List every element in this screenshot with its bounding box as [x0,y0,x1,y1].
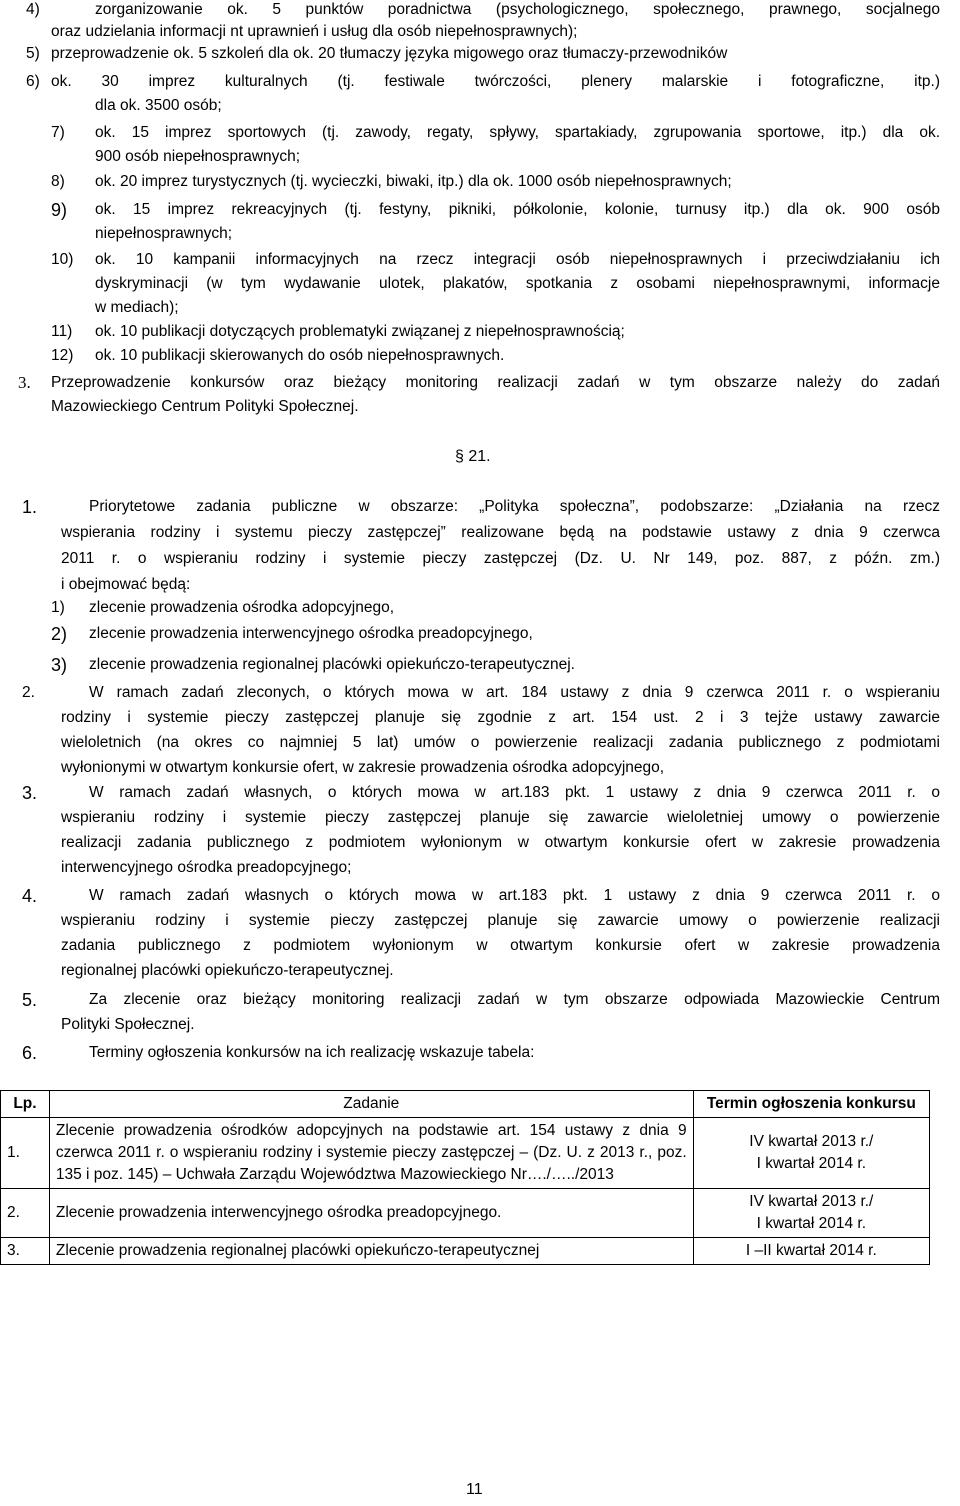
section-item-text: wspieraniu rodziny i systemie pieczy zastępczej planuje się zawarcie wieloletniej umowy o powierzenie [61,809,940,826]
section-item-text: wieloletnich (na okres co najmniej 5 lat) umów o powierzenie realizacji zadania publicznego z podmiotami [61,734,940,751]
list-item-number: 9) [51,200,68,220]
section-item-text: interwencyjnego ośrodka preadopcyjnego; [61,859,352,876]
sub-item-number: 1) [51,599,65,616]
term-line: IV kwartał 2013 r./ [749,1133,874,1150]
sub-item-number: 2) [51,624,68,644]
list-item-text: zorganizowanie ok. 5 punktów poradnictwa (psychologicznego, społecznego, prawnego, socjalnego [95,1,940,18]
point-text: Przeprowadzenie konkursów oraz bieżący monitoring realizacji zadań w tym obszarze należy do zadań [51,374,940,391]
list-item-number: 7) [51,124,65,141]
section-item-text: Terminy ogłoszenia konkursów na ich realizację wskazuje tabela: [89,1044,535,1061]
list-item-number: 5) [26,45,40,62]
point-number: 3. [18,373,31,392]
list-item-text: dla ok. 3500 osób; [95,97,222,114]
list-item-text: ok. 15 imprez sportowych (tj. zawody, regaty, spływy, spartakiady, zgrupowania sportowe, itp.) dla ok. [95,124,940,141]
list-item-text: ok. 30 imprez kulturalnych (tj. festiwale twórczości, plenery malarskie i fotograficzne, itp.) [51,73,940,90]
cell-task: Zlecenie prowadzenia ośrodków adopcyjnych na podstawie art. 154 ustawy z dnia 9 czerwca 2011 r. o wspieraniu rodziny i systemie pieczy zastępczej – (Dz. U. z 2013 r., poz. 135 i poz. 145) – Uchwała Zarządu Województwa Mazowieckiego Nr…./…../2013 [49,1118,693,1189]
section-item-text: W ramach zadań zleconych, o których mowa w art. 184 ustawy z dnia 9 czerwca 2011 r. o wspieraniu [89,684,940,701]
list-item-text: przeprowadzenie ok. 5 szkoleń dla ok. 20 tłumaczy języka migowego oraz tłumaczy-przewodników [51,45,728,62]
list-item-text: ok. 10 publikacji dotyczących problematyki związanej z niepełnosprawnością; [95,323,625,340]
sub-item-text: zlecenie prowadzenia regionalnej placówki opiekuńczo-terapeutycznej. [89,656,575,673]
term-line: IV kwartał 2013 r./ [749,1193,874,1210]
section-item-text: Polityki Społecznej. [61,1016,195,1033]
section-item-text: W ramach zadań własnych, o których mowa w art.183 pkt. 1 ustawy z dnia 9 czerwca 2011 r. o [89,784,940,801]
list-item-text: ok. 15 imprez rekreacyjnych (tj. festyny, pikniki, półkolonie, kolonie, turnusy itp.) dla ok. 900 osób [95,201,940,218]
cell-lp: 2. [1,1189,50,1238]
section-item-number: 2. [22,684,35,701]
list-item-number: 4) [26,1,40,18]
list-item-number: 10) [51,251,74,268]
section-item-text: Za zlecenie oraz bieżący monitoring realizacji zadań w tym obszarze odpowiada Mazowieckie Centrum [89,991,940,1008]
sub-item-number: 3) [51,655,68,675]
section-item-number: 4. [22,886,38,906]
section-heading: § 21. [455,448,491,465]
sub-item-text: zlecenie prowadzenia interwencyjnego ośrodka preadopcyjnego, [89,625,533,642]
section-item-number: 3. [22,783,38,803]
section-item-text: wspierania rodziny i systemu pieczy zastępczej” realizowane będą na podstawie ustawy z dnia 9 czerwca [61,524,940,541]
section-item-text: regionalnej placówki opiekuńczo-terapeutycznej. [61,962,394,979]
header-task: Zadanie [49,1091,693,1118]
term-line: I –II kwartał 2014 r. [745,1242,877,1259]
list-item-text: dyskryminacji (w tym wydawanie ulotek, plakatów, spotkania z osobami niepełnosprawnymi, informacje [95,275,940,292]
section-item-text: wyłonionymi w otwartym konkursie ofert, w zakresie prowadzenia ośrodka adopcyjnego, [61,759,665,776]
page-number: 11 [466,1481,483,1498]
cell-term [693,1238,929,1265]
cell-task: Zlecenie prowadzenia regionalnej placówki opiekuńczo-terapeutycznej [49,1238,693,1265]
table-row [1,1189,930,1238]
section-item-text: W ramach zadań własnych o których mowa w art.183 pkt. 1 ustawy z dnia 9 czerwca 2011 r. o [89,887,940,904]
cell-task: Zlecenie prowadzenia interwencyjnego ośrodka preadopcyjnego. [49,1189,693,1238]
point-text: Mazowieckiego Centrum Polityki Społecznej. [51,398,359,415]
list-item-text: ok. 10 kampanii informacyjnych na rzecz integracji osób niepełnosprawnych i przeciwdziałaniu ich [95,251,940,268]
list-item-text: 900 osób niepełnosprawnych; [95,148,301,165]
header-lp: Lp. [1,1091,50,1118]
cell-term [693,1118,929,1189]
list-item-number: 12) [51,347,74,364]
competition-schedule-table [0,1090,930,1265]
cell-term [693,1189,929,1238]
sub-item-text: zlecenie prowadzenia ośrodka adopcyjnego, [89,599,395,616]
section-item-text: rodziny i systemie pieczy zastępczej planuje się zgodnie z art. 154 ust. 2 i 3 tejże ustawy zawarcie [61,709,940,726]
section-item-number: 5. [22,990,38,1010]
table-row [1,1118,930,1189]
section-item-text: Priorytetowe zadania publiczne w obszarze: „Polityka społeczna”, podobszarze: „Działania na rzecz [89,498,940,515]
term-line: I kwartał 2014 r. [756,1155,867,1172]
section-item-text: zadania publicznego z podmiotem wyłonionym w otwartym konkursie ofert w zakresie prowadzenia [61,937,940,954]
section-item-number: 6. [22,1043,38,1063]
section-item-text: wspieraniu rodziny i systemie pieczy zastępczej planuje się zawarcie umowy o powierzenie realizacji [61,912,940,929]
table-header-row [1,1091,930,1118]
list-item-text: oraz udzielania informacji nt uprawnień i usług dla osób niepełnosprawnych); [51,23,578,40]
list-item-text: w mediach); [95,299,179,316]
section-item-text: i obejmować będą: [61,576,191,593]
list-item-text: ok. 10 publikacji skierowanych do osób niepełnosprawnych. [95,347,505,364]
list-item-number: 6) [26,73,40,90]
list-item-text: ok. 20 imprez turystycznych (tj. wycieczki, biwaki, itp.) dla ok. 1000 osób niepełnosprawnych; [95,173,732,190]
list-item-number: 8) [51,173,65,190]
term-line: I kwartał 2014 r. [756,1215,867,1232]
section-item-number: 1. [22,497,38,517]
cell-lp: 1. [1,1118,50,1189]
header-term: Termin ogłoszenia konkursu [693,1091,929,1118]
section-item-text: realizacji zadania publicznego z podmiotem wyłonionym w otwartym konkursie ofert w zakresie prowadzenia [61,834,940,851]
table-row [1,1238,930,1265]
list-item-number: 11) [51,323,73,340]
section-item-text: 2011 r. o wspieraniu rodziny i systemie pieczy zastępczej (Dz. U. Nr 149, poz. 887, z późn. zm.) [61,550,940,567]
list-item-text: niepełnosprawnych; [95,225,233,242]
cell-lp: 3. [1,1238,50,1265]
